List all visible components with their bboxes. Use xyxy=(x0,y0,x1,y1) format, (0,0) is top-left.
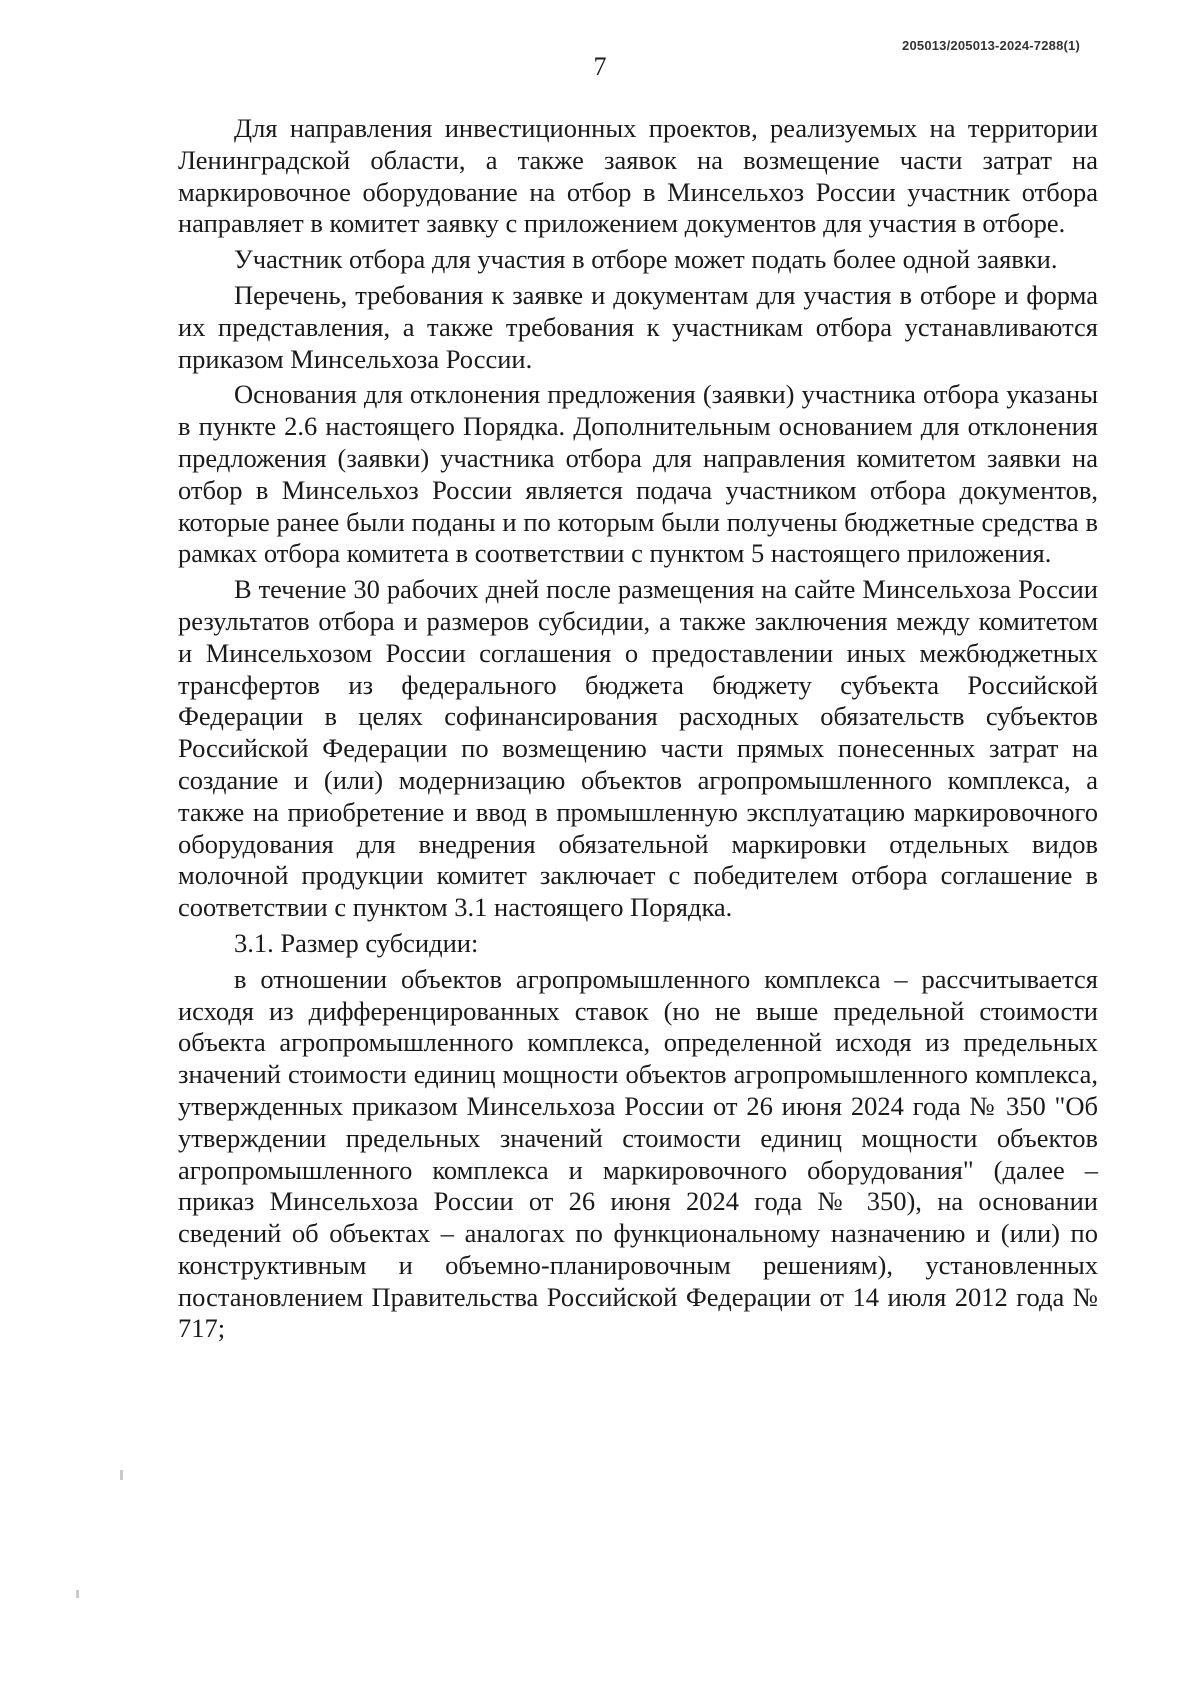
paragraph-agreement-terms: В течение 30 рабочих дней после размещения на сайте Минсельхоза России результатов отбора и размеров субсидии, а также заключения между комитетом и Минсельхозом России соглашения о предоставлении иных межбюджетных трансфертов из федерального бюджета бюджету субъекта Российской Федерации в целях софинансирования расходных обязательств субъектов Российской Федерации по возмещению части прямых понесенных затрат на создание и (или) модернизацию объектов агропромышленного комплекса, а также на приобретение и ввод в промышленную эксплуатацию маркировочного оборудования для внедрения обязательной маркировки отдельных видов молочной продукции комитет заключает с победителем отбора соглашение в соответствии с пунктом 3.1 настоящего Порядка. xyxy=(178,574,1098,923)
paragraph-rejection-grounds: Основания для отклонения предложения (заявки) участника отбора указаны в пункте 2.6 настоящего Порядка. Дополнительным основанием для отклонения предложения (заявки) участника отбора для направления комитетом заявки на отбор в Минсельхоз России является подача участником отбора документов, которые ранее были поданы и по которым были получены бюджетные средства в рамках отбора комитета в соответствии с пунктом 5 настоящего приложения. xyxy=(178,379,1098,569)
section-heading-subsidy-amount: 3.1. Размер субсидии: xyxy=(234,927,479,958)
document-body xyxy=(178,113,1098,1349)
paragraph-requirements: Перечень, требования к заявке и документам для участия в отборе и форма их представления, а также требования к участникам отбора устанавливаются приказом Минсельхоза России. xyxy=(178,279,1098,374)
document-code: 205013/205013-2024-7288(1) xyxy=(902,38,1080,53)
paragraph-subsidy-calculation: в отношении объектов агропромышленного комплекса – рассчитывается исходя из дифференцированных ставок (но не выше предельной стоимости объекта агропромышленного комплекса, определенной исходя из предельных значений стоимости единиц мощности объектов агропромышленного комплекса, утвержденных приказом Минсельхоза России от 26 июня 2024 года № 350 "Об утверждении предельных значений стоимости единиц мощности объектов агропромышленного комплекса и маркировочного оборудования" (далее – приказ Минсельхоза России от 26 июня 2024 года № 350), на основании сведений об объектах – аналогах по функциональному назначению и (или) по конструктивным и объемно-планировочным решениям), установленных постановлением Правительства Российской Федерации от 14 июля 2012 года № 717; xyxy=(178,963,1098,1344)
paragraph-multiple-applications: Участник отбора для участия в отборе может подать более одной заявки. xyxy=(234,244,1058,275)
page-number: 7 xyxy=(593,52,607,81)
scan-margin-mark xyxy=(76,1590,79,1598)
paragraph-submission-procedure: Для направления инвестиционных проектов, реализуемых на территории Ленинградской области, а также заявок на возмещение части затрат на маркировочное оборудование на отбор в Минсельхоз России участник отбора направляет в комитет заявку с приложением документов для участия в отборе. xyxy=(178,113,1098,239)
scan-margin-mark xyxy=(120,1470,123,1480)
